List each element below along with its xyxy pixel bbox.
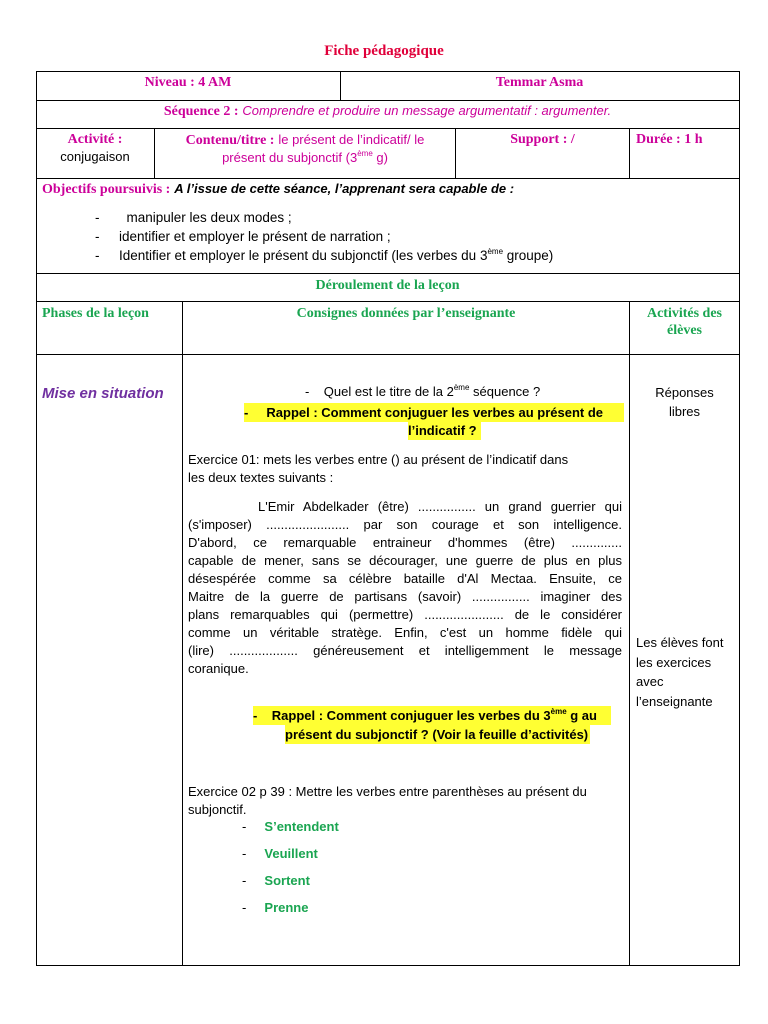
sequence-value: Comprendre et produire un message argumentatif : argumenter. — [242, 103, 612, 118]
sequence-label: Séquence 2 : — [163, 104, 239, 119]
objective-text: identifier et employer le présent de narration ; — [119, 229, 391, 244]
rappel-1-line2: l’indicatif ? — [408, 422, 481, 440]
text-line: Maitre de la guerre de partisans (savoir) ................ imaginer des — [188, 589, 622, 604]
question-end: séquence ? — [469, 384, 541, 399]
rappel-2-line1: - Rappel : Comment conjuguer les verbes du 3ème g au — [253, 706, 611, 725]
answer-text: Veuillent — [264, 846, 318, 861]
question-text: Quel est le titre de la 2 — [323, 384, 454, 399]
exercise-2-line2: subjonctif. — [188, 802, 247, 817]
row-divider — [36, 178, 739, 179]
text-line: D'abord, ce remarquable entraineur d'hommes (être) .............. — [188, 535, 622, 550]
exercices-line: avec — [636, 674, 664, 689]
support-cell — [456, 131, 629, 148]
question-line: - Quel est le titre de la 2ème séquence ? — [305, 383, 541, 399]
text-line: (s'imposer) ....................... par son courage et son intelligence. — [188, 517, 622, 532]
answer-item: - Veuillent — [242, 846, 318, 861]
activite-value: conjugaison — [60, 149, 130, 164]
objective-sup: ème — [487, 247, 504, 256]
objective-text-b: groupe) — [503, 248, 554, 263]
teacher-name: Temmar Asma — [495, 75, 584, 90]
answer-item: - S’entendent — [242, 819, 339, 834]
table-border-bottom — [36, 965, 739, 966]
contenu-line2-end: g) — [372, 150, 388, 165]
contenu-cell — [155, 131, 455, 166]
contenu-line2 — [155, 149, 455, 166]
col-divider — [182, 301, 183, 966]
contenu-line2-text: présent du subjonctif (3 — [222, 150, 358, 165]
col-header-phases: Phases de la leçon — [42, 306, 149, 321]
col-header-activites-2: élèves — [667, 323, 702, 338]
objectives-list — [95, 208, 553, 265]
col-header-activites-1: Activités des — [646, 306, 723, 321]
objective-item: - manipuler les deux modes ; — [95, 210, 292, 225]
rappel-1-line1: - Rappel : Comment conjuguer les verbes au présent de — [244, 403, 624, 422]
duree-value: 1 h — [684, 132, 703, 147]
rappel-2-line2: présent du subjonctif ? (Voir la feuille d’activités) — [285, 727, 589, 742]
niveau-label: Niveau : — [144, 75, 195, 90]
contenu-line1: le présent de l’indicatif/ le — [278, 132, 425, 147]
answer-item: - Sortent — [242, 873, 310, 888]
text-line: capable de mener, sans se décourager, une guerre de plus en plus — [188, 553, 622, 568]
row-divider — [36, 301, 739, 302]
niveau-value: 4 AM — [198, 75, 232, 90]
reponses-line2: libres — [668, 404, 701, 419]
exercise-2-line1: Exercice 02 p 39 : Mettre les verbes entre parenthèses au présent du — [188, 784, 587, 799]
row-divider — [36, 354, 739, 355]
question-sup: ème — [453, 383, 470, 392]
objective-item: - identifier et employer le présent de narration ; — [95, 229, 391, 244]
contenu-label: Contenu/titre : — [185, 133, 275, 148]
rappel-2-text: Rappel : Comment conjuguer les verbes du 3 — [271, 708, 551, 723]
deroulement-heading: Déroulement de la leçon — [315, 278, 460, 293]
table-border-left — [36, 71, 37, 966]
exercise-1-instruction — [188, 451, 622, 487]
reponses-line1: Réponses — [655, 385, 714, 400]
text-line: plans remarquables qui (permettre) ...................... de le considérer — [188, 607, 622, 622]
duree-cell — [636, 131, 703, 148]
support-value: / — [570, 132, 575, 147]
document-title: Fiche pédagogique — [324, 43, 444, 59]
text-line: coranique. — [188, 661, 249, 676]
exercices-line: l’enseignante — [636, 693, 713, 709]
exercise-2-instruction — [188, 783, 622, 819]
objectives-heading — [42, 180, 514, 198]
col-header-activites — [630, 305, 739, 339]
exercices-line: Les élèves font — [636, 635, 724, 650]
text-line: (lire) ................... généreusement et intelligemment le message — [188, 643, 622, 658]
col-divider — [629, 128, 630, 178]
table-border-top — [36, 71, 739, 72]
exercices-line: les exercices — [636, 654, 712, 670]
table-border-right — [739, 71, 740, 966]
objectives-intro: A l’issue de cette séance, l’apprenant sera capable de : — [174, 181, 515, 196]
answer-item: - Prenne — [242, 900, 309, 915]
activite-cell — [36, 131, 154, 165]
objective-text: manipuler les deux modes ; — [126, 210, 292, 225]
col-header-consignes: Consignes données par l’enseignante — [296, 306, 516, 321]
text-line: comme un véritable stratège. Enfin, c'est un homme fidèle qui — [188, 625, 622, 640]
row-divider — [36, 273, 739, 274]
activite-label: Activité : — [67, 132, 123, 147]
objective-item: - Identifier et employer le présent du subjonctif (les verbes du 3ème groupe) — [95, 247, 554, 263]
exercise-1-line1: Exercice 01: mets les verbes entre () au présent de l’indicatif dans — [188, 452, 569, 467]
text-line: désespérée comme sa célèbre bataille d'Al Mectaa. Ensuite, ce — [188, 571, 622, 586]
niveau-cell — [36, 74, 340, 91]
support-label: Support : — [510, 132, 568, 147]
rappel-1-text: Rappel : Comment conjuguer les verbes au présent de — [266, 405, 604, 420]
exercise-1-line2: les deux textes suivants : — [188, 470, 334, 485]
sequence-cell — [36, 102, 739, 120]
objective-text-a: Identifier et employer le présent du subjonctif (les verbes du 3 — [119, 248, 488, 263]
duree-label: Durée : — [636, 132, 681, 147]
phase-label: Mise en situation — [42, 385, 164, 402]
eleves-exercices — [636, 633, 723, 711]
answer-text: Prenne — [264, 900, 309, 915]
rappel-2-sup: ème — [550, 707, 567, 716]
text-line: L'Emir Abdelkader (être) ................ un grand guerrier qui — [258, 499, 622, 514]
row-divider — [36, 100, 739, 101]
rappel-2-end: g au — [566, 708, 597, 723]
row-divider — [36, 128, 739, 129]
answer-text: Sortent — [264, 873, 310, 888]
reponses-libres — [630, 383, 739, 421]
exercise-1-text — [188, 498, 622, 678]
objectives-label: Objectifs poursuivis : — [42, 182, 171, 197]
answer-text: S’entendent — [264, 819, 339, 834]
contenu-sup: ème — [357, 149, 373, 158]
